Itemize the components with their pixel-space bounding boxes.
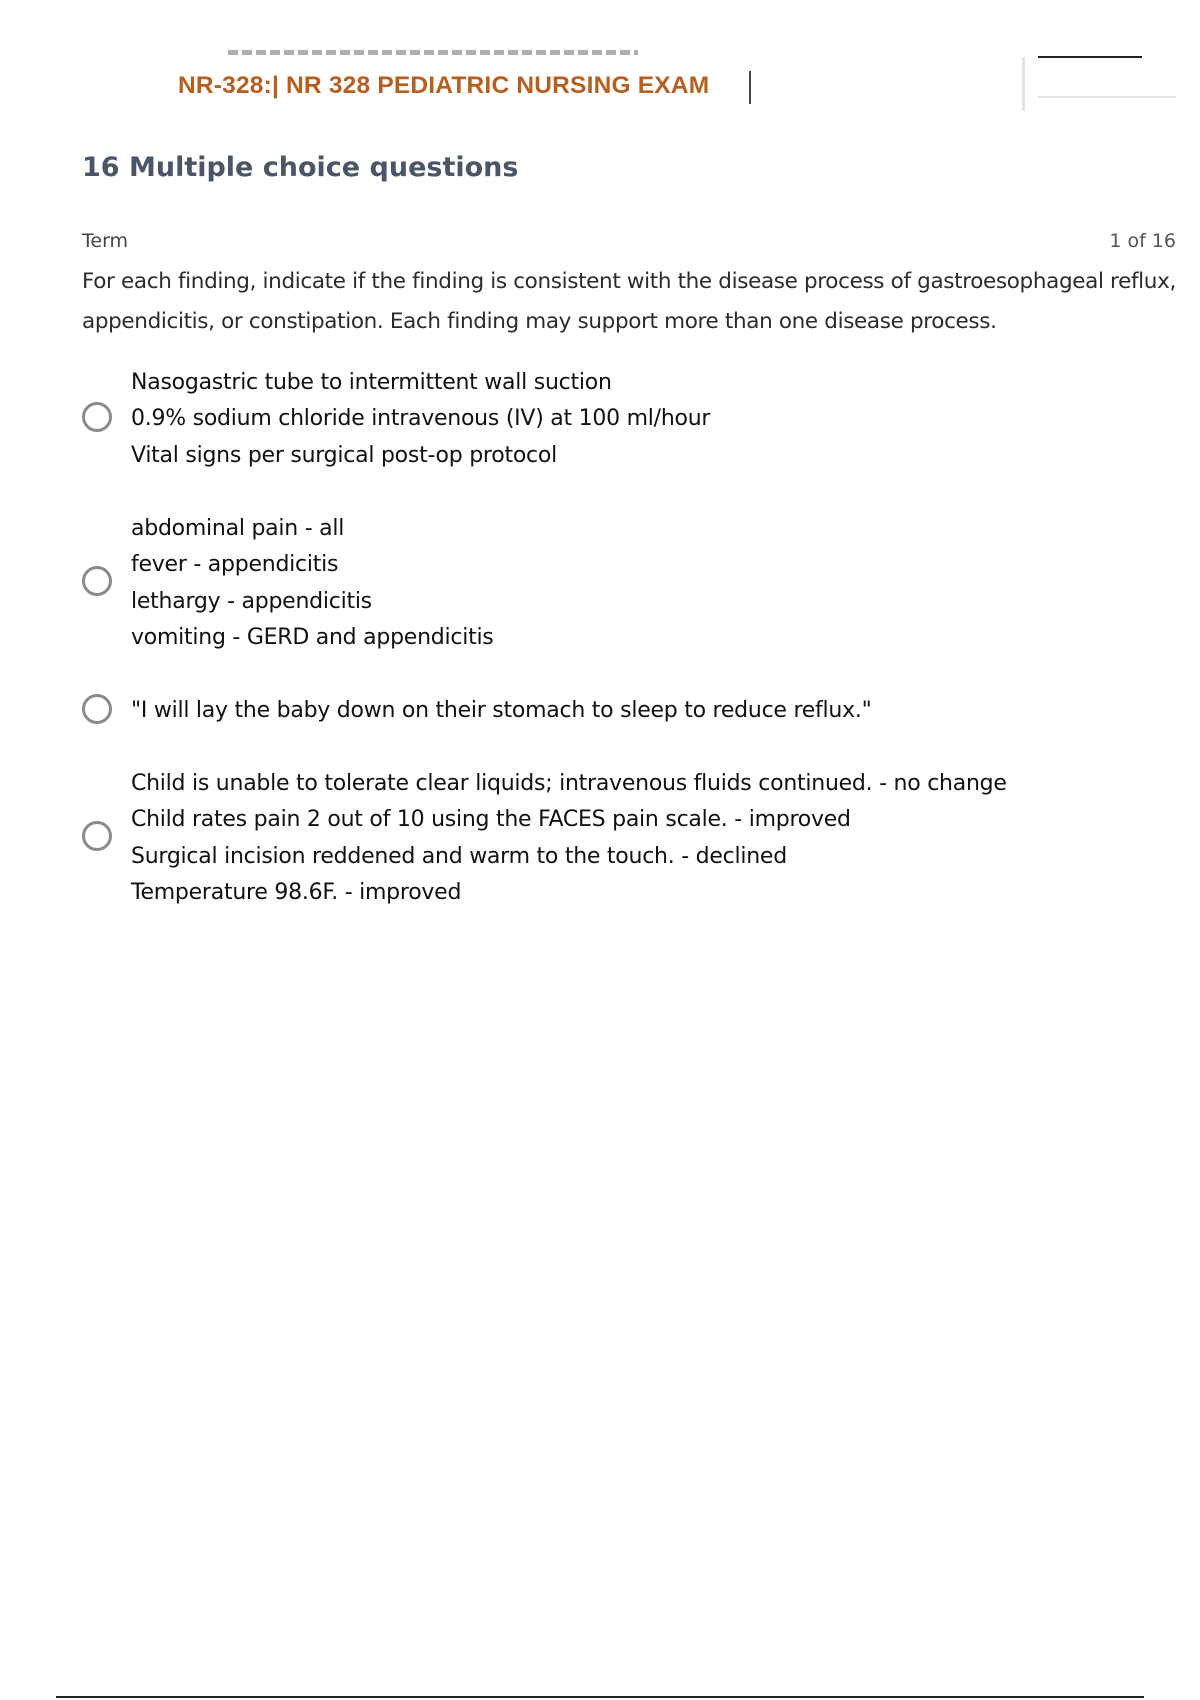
option-line: Child rates pain 2 out of 10 using the FACES pain scale. - improved xyxy=(131,807,851,833)
header-box-divider xyxy=(1022,57,1025,111)
radio-button[interactable] xyxy=(82,821,112,851)
option-line: fever - appendicitis xyxy=(131,552,339,578)
answer-option-2[interactable] xyxy=(82,511,1182,657)
option-text xyxy=(131,511,494,656)
option-line: abdominal pain - all xyxy=(131,516,345,541)
radio-button[interactable] xyxy=(82,566,112,596)
answer-option-3[interactable] xyxy=(82,693,1182,731)
option-text xyxy=(131,693,871,729)
footer-rule xyxy=(56,1696,1144,1698)
header-box-top-rule xyxy=(1038,56,1142,58)
option-line: "I will lay the baby down on their stomach to sleep to reduce reflux." xyxy=(131,698,872,723)
text-cursor xyxy=(749,71,751,104)
radio-button[interactable] xyxy=(82,402,112,432)
option-line: Nasogastric tube to intermittent wall suction xyxy=(131,370,612,395)
answer-option-1[interactable] xyxy=(82,365,1182,475)
header-box-bottom-rule xyxy=(1038,96,1176,98)
document-title: NR-328:| NR 328 PEDIATRIC NURSING EXAM xyxy=(178,72,710,99)
option-line: Surgical incision reddened and warm to the touch. - declined xyxy=(131,843,787,869)
option-line: Child is unable to tolerate clear liquids; intravenous fluids continued. - no change xyxy=(131,771,1007,796)
option-line: 0.9% sodium chloride intravenous (IV) at 100 ml/hour xyxy=(131,406,711,432)
radio-button[interactable] xyxy=(82,694,112,724)
question-counter: 1 of 16 xyxy=(1109,230,1176,252)
cut-off-header-text xyxy=(228,50,638,55)
option-text xyxy=(131,365,710,474)
option-line: lethargy - appendicitis xyxy=(131,588,372,614)
option-line: Vital signs per surgical post-op protocol xyxy=(131,442,557,468)
answer-option-4[interactable] xyxy=(82,766,1182,912)
term-label: Term xyxy=(82,230,129,252)
section-heading: 16 Multiple choice questions xyxy=(82,152,519,183)
option-line: vomiting - GERD and appendicitis xyxy=(131,624,494,650)
option-line: Temperature 98.6F. - improved xyxy=(131,879,462,905)
term-text: For each finding, indicate if the finding is consistent with the disease process of gastroesophageal reflux, appendicitis, or constipation. Each finding may support more than one disease process. xyxy=(82,269,1176,334)
option-text xyxy=(131,766,1007,911)
